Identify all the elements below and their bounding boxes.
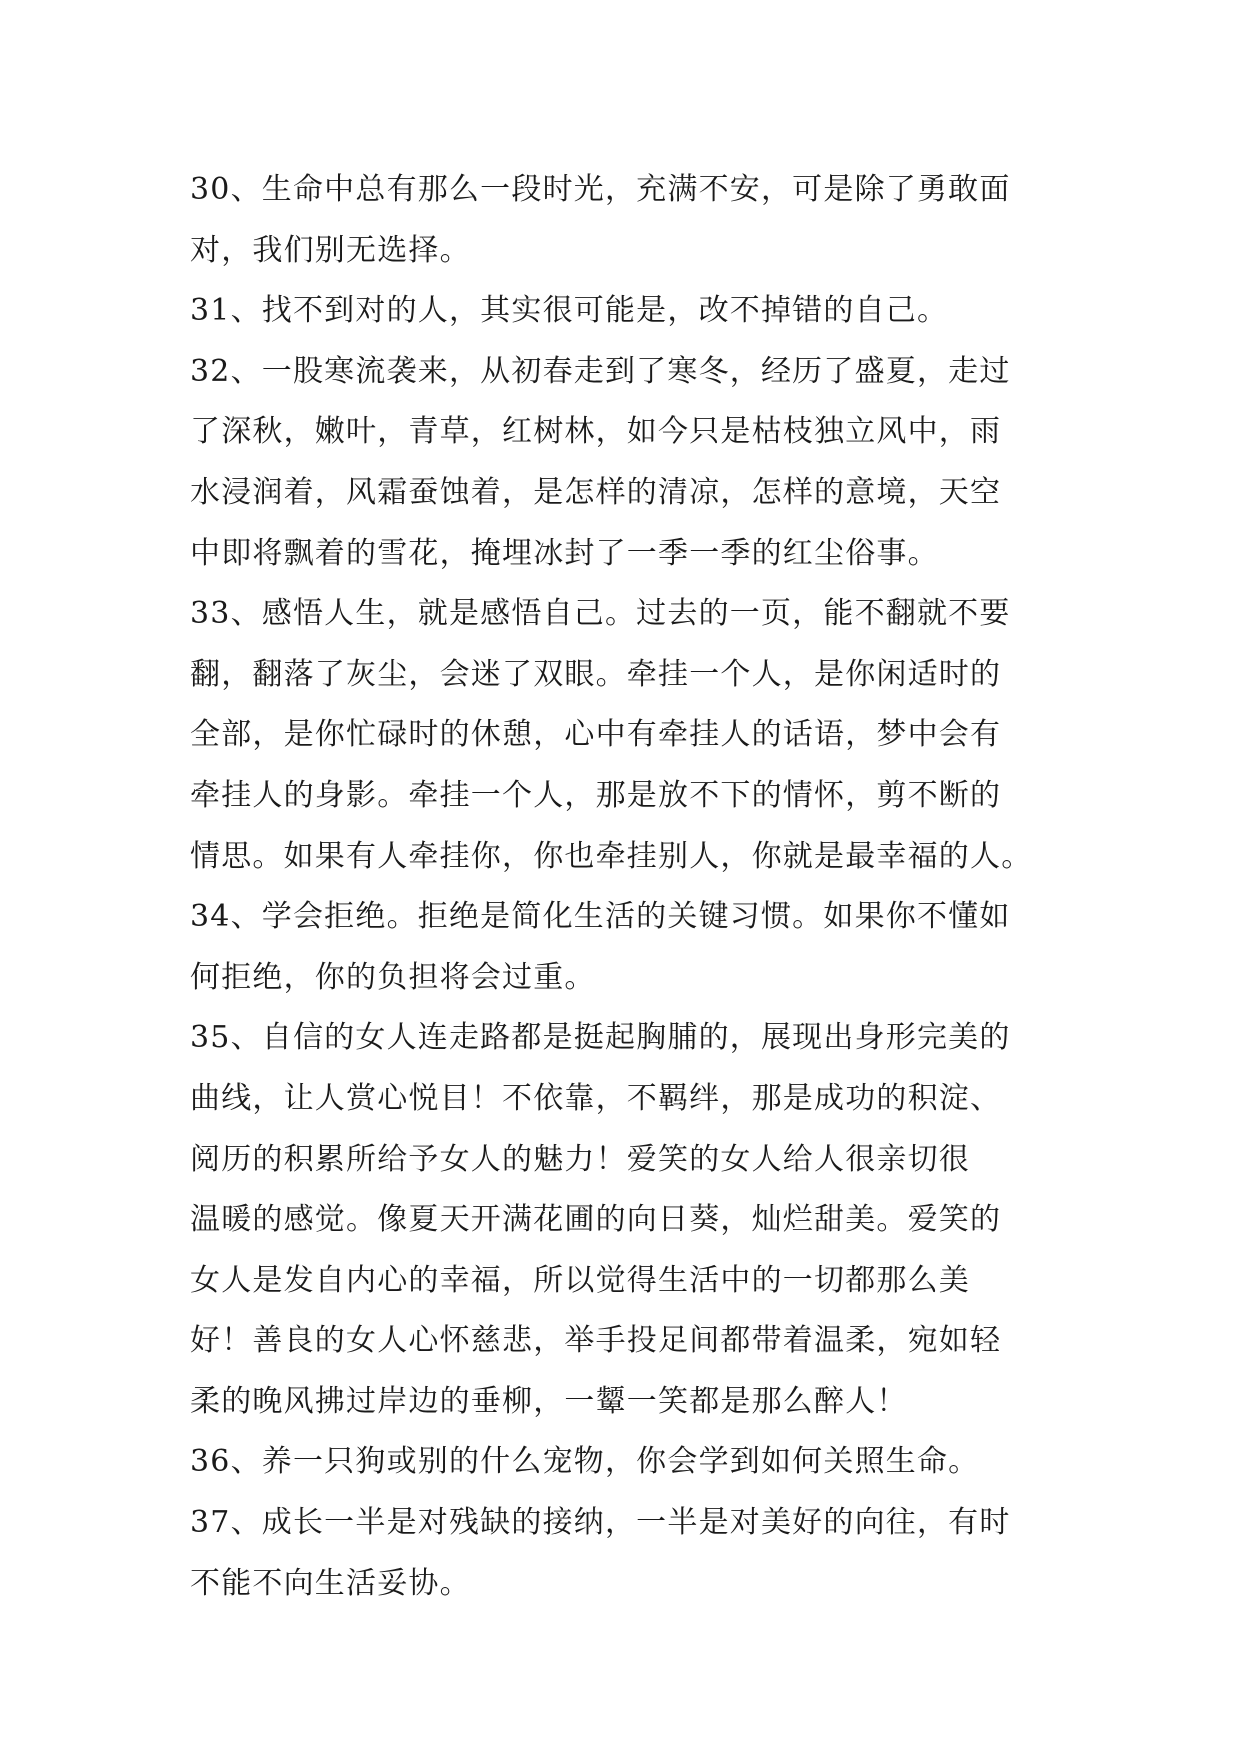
text-line: 35、自信的女人连走路都是挺起胸脯的，展现出身形完美的 xyxy=(190,1020,1011,1056)
text-line: 中即将飘着的雪花，掩埋冰封了一季一季的红尘俗事。 xyxy=(190,535,939,571)
text-line: 阅历的积累所给予女人的魅力！爱笑的女人给人很亲切很 xyxy=(190,1141,970,1177)
text-line: 37、成长一半是对残缺的接纳，一半是对美好的向往，有时 xyxy=(190,1505,1011,1541)
text-line: 全部，是你忙碌时的休憩，心中有牵挂人的话语，梦中会有 xyxy=(190,717,1002,753)
text-line: 女人是发自内心的幸福，所以觉得生活中的一切都那么美 xyxy=(190,1262,970,1298)
text-line: 34、学会拒绝。拒绝是简化生活的关键习惯。如果你不懂如 xyxy=(190,899,1011,935)
document-body xyxy=(190,160,1070,1614)
text-line: 翻，翻落了灰尘，会迷了双眼。牵挂一个人，是你闲适时的 xyxy=(190,656,1002,692)
text-line: 柔的晚风拂过岸边的垂柳，一颦一笑都是那么醉人！ xyxy=(190,1383,908,1419)
text-line: 31、找不到对的人，其实很可能是，改不掉错的自己。 xyxy=(190,293,949,329)
text-line: 曲线，让人赏心悦目！不依靠，不羁绊，那是成功的积淀、 xyxy=(190,1080,1002,1116)
text-line: 36、养一只狗或别的什么宠物，你会学到如何关照生命。 xyxy=(190,1444,980,1480)
text-line: 温暖的感觉。像夏天开满花圃的向日葵，灿烂甜美。爱笑的 xyxy=(190,1202,1002,1238)
text-line: 牵挂人的身影。牵挂一个人，那是放不下的情怀，剪不断的 xyxy=(190,777,1002,813)
text-line: 对，我们别无选择。 xyxy=(190,232,471,268)
text-line: 30、生命中总有那么一段时光，充满不安，可是除了勇敢面 xyxy=(190,172,1011,207)
text-line: 32、一股寒流袭来，从初春走到了寒冬，经历了盛夏，走过 xyxy=(190,353,1011,389)
text-line: 何拒绝，你的负担将会过重。 xyxy=(190,959,596,995)
text-line: 了深秋，嫩叶，青草，红树林，如今只是枯枝独立风中，雨 xyxy=(190,414,1002,450)
text-line: 水浸润着，风霜蚕蚀着，是怎样的清凉，怎样的意境，天空 xyxy=(190,474,1002,510)
text-line: 33、感悟人生，就是感悟自己。过去的一页，能不翻就不要 xyxy=(190,596,1011,632)
text-line: 好！善良的女人心怀慈悲，举手投足间都带着温柔，宛如轻 xyxy=(190,1323,1002,1359)
text-line: 情思。如果有人牵挂你，你也牵挂别人，你就是最幸福的人。 xyxy=(190,838,1033,874)
text-line: 不能不向生活妥协。 xyxy=(190,1565,471,1601)
